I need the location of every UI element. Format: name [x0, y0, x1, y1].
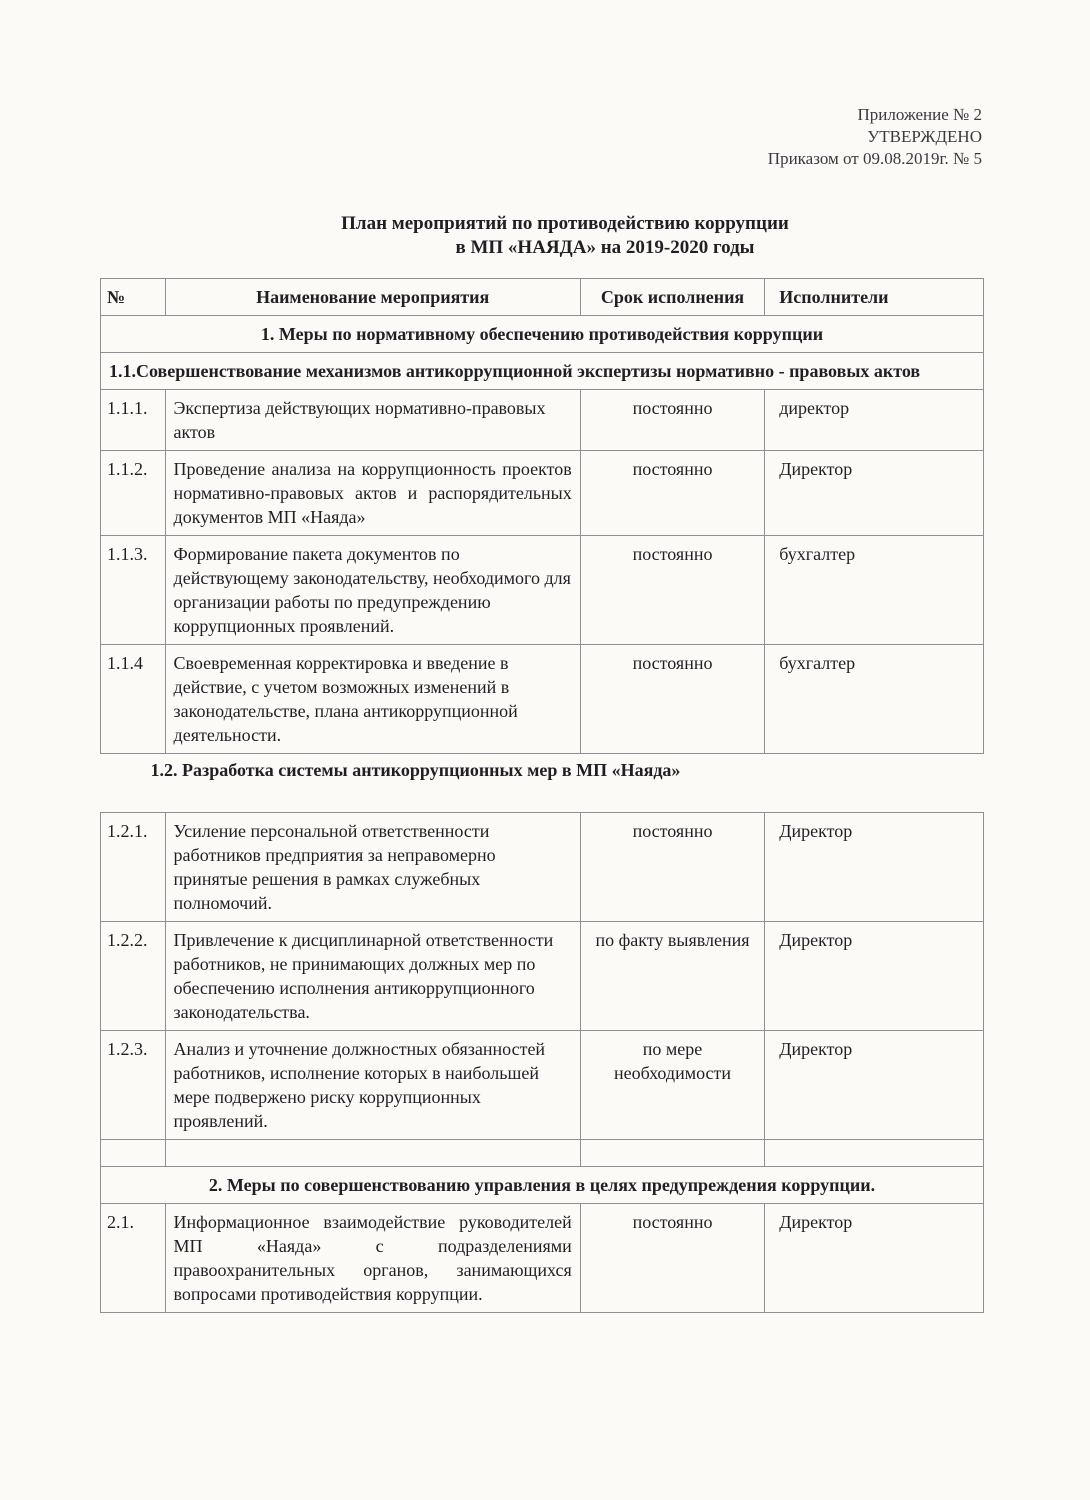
table-row [101, 1204, 984, 1313]
row-activity: Привлечение к дисциплинарной ответственности работников, не принимающих должных мер по обеспечению исполнения антикоррупционного законодательства. [165, 922, 580, 1031]
row-activity: Анализ и уточнение должностных обязанностей работников, исполнение которых в наибольшей мере подвержено риску коррупционных проявлений. [165, 1031, 580, 1140]
row-activity: Усиление персональной ответственности работников предприятия за неправомерно принятые решения в рамках служебных полномочий. [165, 813, 580, 922]
row-number: 1.1.4 [101, 645, 166, 754]
row-term: постоянно [580, 813, 764, 922]
row-activity: Своевременная корректировка и введение в действие, с учетом возможных изменений в законодательстве, плана антикоррупционной деятельности. [165, 645, 580, 754]
row-executor: Директор [765, 813, 984, 922]
row-activity: Проведение анализа на коррупционность проектов нормативно-правовых актов и распорядительных документов МП «Наяда» [165, 451, 580, 536]
row-term: постоянно [580, 536, 764, 645]
approved-label: УТВЕРЖДЕНО [867, 127, 982, 146]
empty-row [101, 1140, 984, 1167]
subsection-1-2-row [101, 754, 984, 813]
row-number: 1.2.2. [101, 922, 166, 1031]
title-line-1: План мероприятий по противодействию коррупции [341, 213, 789, 234]
order-reference: Приказом от 09.08.2019г. № 5 [767, 149, 982, 168]
section-2-title: 2. Меры по совершенствованию управления в целях предупреждения коррупции. [101, 1167, 984, 1204]
table-row [101, 390, 984, 451]
empty-cell [101, 1140, 166, 1167]
row-activity: Формирование пакета документов по действующему законодательству, необходимого для организации работы по предупреждению коррупционных проявлений. [165, 536, 580, 645]
row-executor: Директор [765, 922, 984, 1031]
table-header-row [101, 279, 984, 316]
subsection-1-1-row [101, 353, 984, 390]
row-number: 1.1.2. [101, 451, 166, 536]
row-term: по мере необходимости [580, 1031, 764, 1140]
table-row [101, 922, 984, 1031]
appendix-number: Приложение № 2 [857, 105, 982, 124]
row-term: по факту выявления [580, 922, 764, 1031]
section-2-row [101, 1167, 984, 1204]
row-term: постоянно [580, 390, 764, 451]
row-executor: Директор [765, 451, 984, 536]
subsection-1-1-title: 1.1.Совершенствование механизмов антикоррупционной экспертизы нормативно - правовых актов [101, 353, 984, 390]
header-num: № [101, 279, 166, 316]
row-executor: Директор [765, 1031, 984, 1140]
row-number: 2.1. [101, 1204, 166, 1313]
header-term: Срок исполнения [580, 279, 764, 316]
row-term: постоянно [580, 451, 764, 536]
table-row [101, 813, 984, 922]
section-1-row [101, 316, 984, 353]
subsection-1-2-title: 1.2. Разработка системы антикоррупционных мер в МП «Наяда» [101, 754, 984, 813]
row-term: постоянно [580, 1204, 764, 1313]
empty-cell [580, 1140, 764, 1167]
empty-cell [765, 1140, 984, 1167]
row-activity: Экспертиза действующих нормативно-правовых актов [165, 390, 580, 451]
table-row [101, 1031, 984, 1140]
row-executor: бухгалтер [765, 645, 984, 754]
row-activity: Информационное взаимодействие руководителей МП «Наяда» с подразделениями правоохранительных органов, занимающихся вопросами противодействия коррупции. [165, 1204, 580, 1313]
approval-block [768, 104, 982, 170]
title-line-2: в МП «НАЯДА» на 2019-2020 годы [455, 237, 755, 258]
table-row [101, 536, 984, 645]
empty-cell [165, 1140, 580, 1167]
header-name: Наименование мероприятия [165, 279, 580, 316]
document-title [0, 212, 1090, 260]
row-number: 1.2.3. [101, 1031, 166, 1140]
row-number: 1.2.1. [101, 813, 166, 922]
row-number: 1.1.1. [101, 390, 166, 451]
table-row [101, 451, 984, 536]
row-number: 1.1.3. [101, 536, 166, 645]
table-row [101, 645, 984, 754]
row-term: постоянно [580, 645, 764, 754]
header-executor: Исполнители [765, 279, 984, 316]
row-executor: бухгалтер [765, 536, 984, 645]
row-executor: Директор [765, 1204, 984, 1313]
plan-table [100, 278, 984, 1313]
row-executor: директор [765, 390, 984, 451]
section-1-title: 1. Меры по нормативному обеспечению противодействия коррупции [101, 316, 984, 353]
